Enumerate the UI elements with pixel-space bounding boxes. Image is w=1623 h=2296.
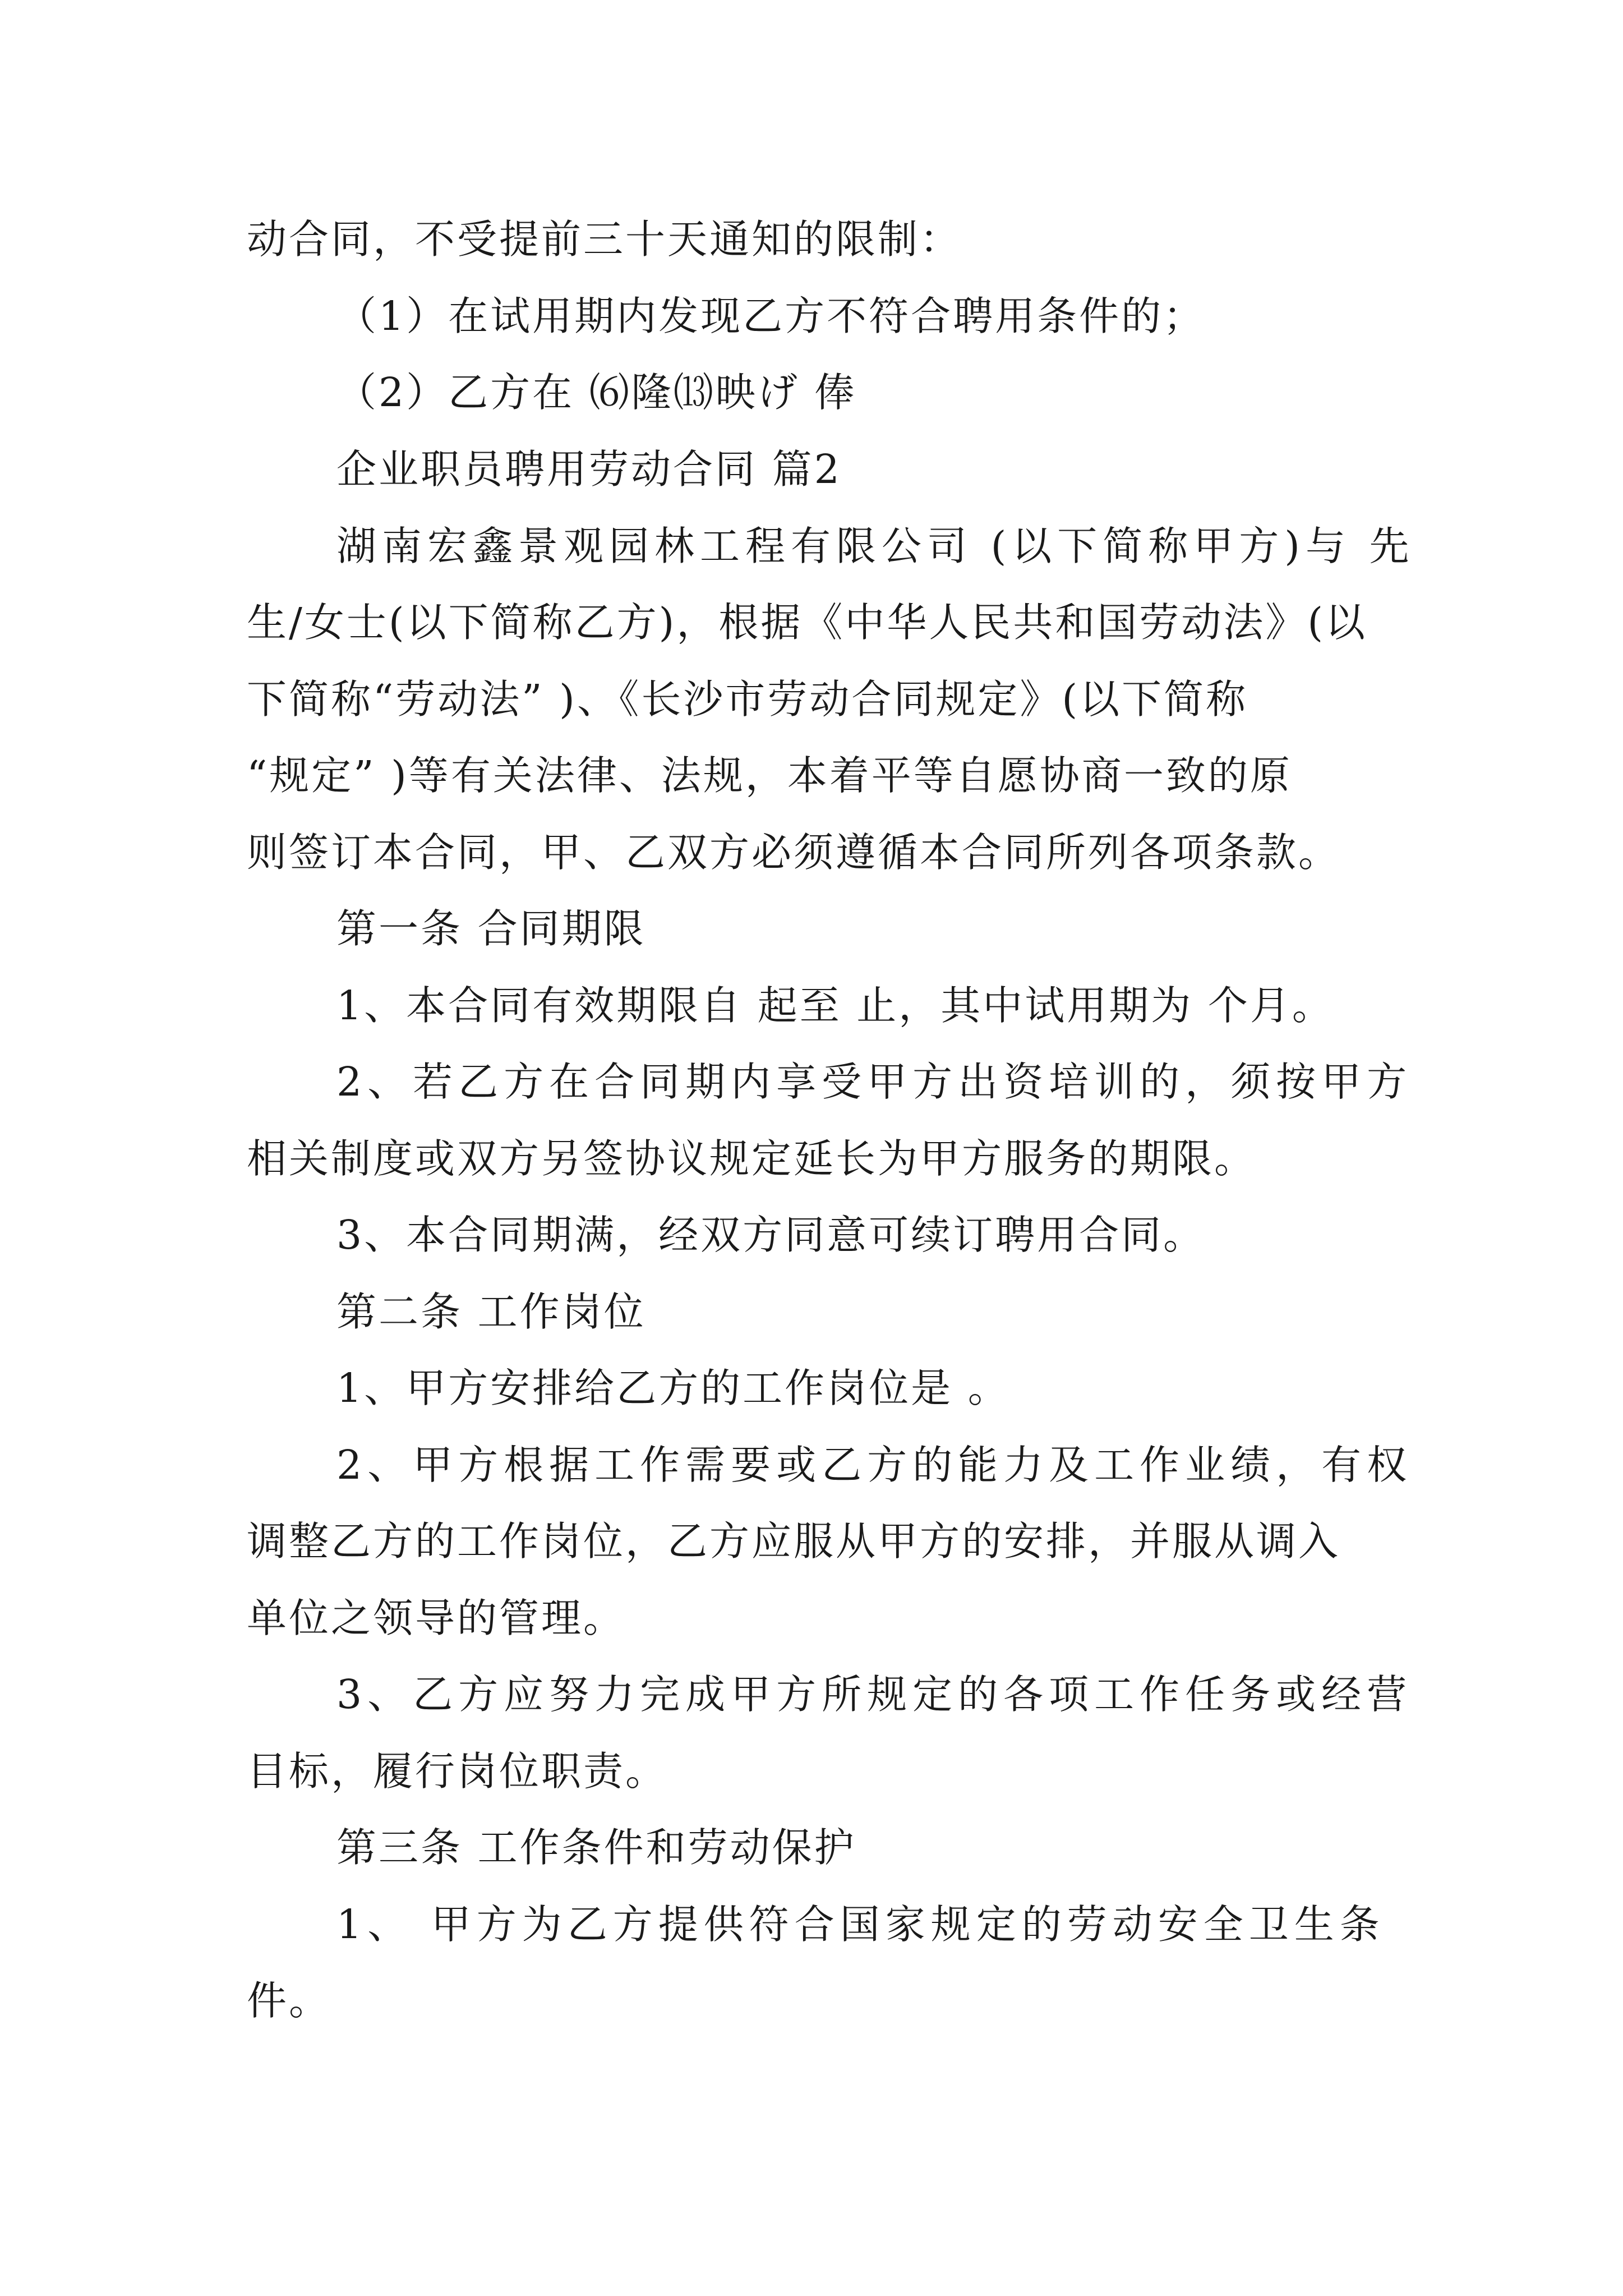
- paragraph-line: 湖南宏鑫景观园林工程有限公司 (以下简称甲方)与 先: [336, 523, 1415, 569]
- paragraph-line: 3、乙方应努力完成甲方所规定的各项工作任务或经营: [336, 1671, 1413, 1718]
- paragraph-line: 1、甲方安排给乙方的工作岗位是 。: [336, 1365, 1010, 1411]
- paragraph-line: 相关制度或双方另签协议规定延长为甲方服务的期限。: [247, 1135, 1257, 1182]
- list-item: （1）在试用期内发现乙方不符合聘用条件的；: [336, 293, 1206, 339]
- paragraph-line: 2、甲方根据工作需要或乙方的能力及工作业绩，有权: [336, 1442, 1413, 1488]
- paragraph-line: 1、 甲方为乙方提供符合国家规定的劳动安全卫生条: [336, 1901, 1385, 1948]
- paragraph-line: 目标，履行岗位职责。: [247, 1748, 668, 1795]
- paragraph-line: 调整乙方的工作岗位，乙方应服从甲方的安排，并服从调入: [247, 1518, 1341, 1565]
- paragraph-line: 动合同，不受提前三十天通知的限制：: [247, 216, 962, 263]
- paragraph-line: “规定” )等有关法律、法规，本着平等自愿协商一致的原: [247, 752, 1292, 799]
- article-heading: 第二条 工作岗位: [336, 1289, 646, 1335]
- paragraph-line: 2、若乙方在合同期内享受甲方出资培训的，须按甲方: [336, 1059, 1413, 1105]
- article-heading: 第三条 工作条件和劳动保护: [336, 1824, 856, 1871]
- paragraph-line: 件。: [247, 1977, 331, 2024]
- paragraph-line: 单位之领导的管理。: [247, 1595, 626, 1641]
- paragraph-line: 1、本合同有效期限自 起至 止，其中试用期为 个月。: [336, 982, 1334, 1029]
- paragraph-line: 下简称“劳动法” )、《长沙市劳动合同规定》(以下简称: [247, 676, 1248, 723]
- section-heading: 企业职员聘用劳动合同 篇2: [336, 446, 842, 493]
- paragraph-line: 3、本合同期满，经双方同意可续订聘用合同。: [336, 1212, 1206, 1258]
- paragraph-line: 则签订本合同，甲、乙双方必须遵循本合同所列各项条款。: [247, 829, 1341, 876]
- list-item: （2）乙方在 ⑹隆⒀映げ 俸: [336, 369, 857, 416]
- article-heading: 第一条 合同期限: [336, 905, 646, 952]
- paragraph-line: 生/女士(以下简称乙方)，根据《中华人民共和国劳动法》(以: [247, 599, 1368, 646]
